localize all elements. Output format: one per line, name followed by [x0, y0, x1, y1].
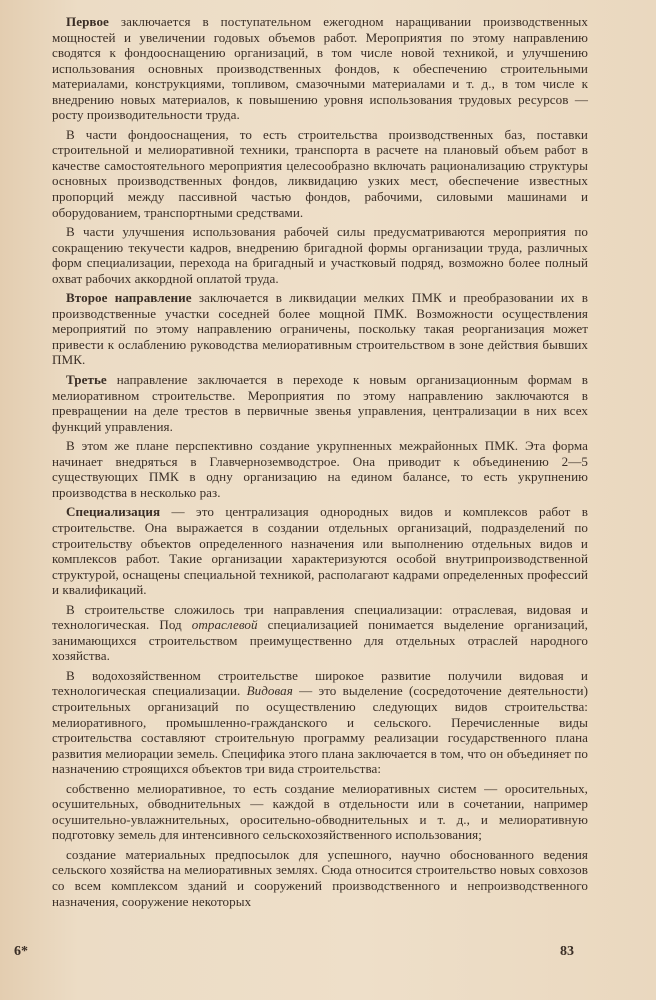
paragraph-text: В водохозяйственном строительстве широкое развитие получили видовая и технологическая специализации. [52, 667, 588, 699]
paragraph-emphasis: Видовая [246, 683, 293, 699]
paragraph-text: направление заключается в переходе к новым организационным формам в мелиоративном строительстве. Мероприятия по этому направлению заключаются в превращении на деле трестов в первичные звенья управления, централизации в них всех функций управления. [52, 372, 588, 434]
paragraph-1 [52, 14, 588, 123]
page-footer [0, 944, 656, 964]
paragraph-text: заключается в ликвидации мелких ПМК и преобразовании их в производственные участки соседней более мощной ПМК. Возможности осуществления мероприятий по этому направлению ограничены, поскольку такая реорганизация может привести к ослаблению руководства мелиоративным строительством в зоне действия бывших ПМК. [52, 290, 588, 368]
paragraph-7 [52, 504, 588, 597]
paragraph-text: заключается в поступательном ежегодном наращивании производственных мощностей и увеличении годовых объемов работ. Мероприятия по этому направлению сводятся к фондооснащению организаций, в том числе новой техникой, и улучшению использования основных производственных фондов, к обеспечению строительными материалами, конструкциями, топливом, смазочными материалами и т. д., в том числе к внедрению новых материалов, к повышению уровня использования трудовых ресурсов — росту производительности труда. [52, 14, 588, 123]
paragraph-emphasis: отраслевой [191, 617, 258, 633]
paragraph-3 [52, 224, 588, 286]
paragraph-text: создание материальных предпосылок для успешного, научно обоснованного ведения сельского хозяйства на мелиоративных землях. Сюда относится строительство новых совхозов со всем комплексом зданий и сооружений производственного и непроизводственного назначения, сооружение некоторых [52, 846, 588, 909]
paragraph-text: — это централизация однородных видов и комплексов работ в строительстве. Она выражается в создании отдельных организаций, подразделений по строительству объектов определенного назначения или выполнению отдельных видов и комплексов работ. Такие организации характеризуются особой внутрипроизводственной структурой, оснащены специальной техникой, располагают кадрами определенных профессий и квалификаций. [52, 504, 588, 598]
paragraph-text-cont: специализацией понимается выделение организаций, занимающихся строительством преимущественно для отдельных отраслей народного хозяйства. [52, 617, 589, 664]
paragraph-lead: Специализация [66, 504, 161, 520]
paragraph-6 [52, 438, 588, 500]
paragraph-2 [52, 127, 588, 220]
paragraph-11 [52, 847, 588, 909]
paragraph-text: В части фондооснащения, то есть строительства производственных баз, поставки строительной и мелиоративной техники, транспорта в расчете на плановый объем работ в качестве самостоятельного мероприятия целесообразно включать рационализацию структуры основных производственных фондов, ликвидацию узких мест, обеспечение известных пропорций между пассивной частью фондов, рабочими, силовыми машинами и оборудованием, транспортными средствами. [52, 126, 588, 220]
paragraph-text: В строительстве сложилось три направления специализации: отраслевая, видовая и технологическая. Под [52, 601, 588, 633]
paragraph-lead: Третье [66, 372, 107, 388]
paragraph-10 [52, 781, 588, 843]
paragraph-8 [52, 602, 588, 664]
signature-mark: 6* [14, 944, 28, 959]
paragraph-lead: Первое [66, 14, 109, 29]
paragraph-text-cont: — это выделение (сосредоточение деятельности) строительных организаций по осуществлению следующих видов строительства: мелиоративного, промышленно-гражданского и сельского. Перечисленные виды строительства составляют строительную программу реализации государственного плана развития мелиорации земель. Специфика этого плана заключается в том, что он объединяет по назначению строящихся объектов три вида строительства: [52, 683, 588, 777]
paragraph-text: собственно мелиоративное, то есть создание мелиоративных систем — оросительных, осушительных, обводнительных — каждой в отдельности или в сочетании, например осушительно-увлажнительных, оросительно-обводнительных и т. д., и мелиоративную подготовку земель для интенсивного сельскохозяйственного использования; [52, 780, 588, 843]
page-number: 83 [560, 944, 574, 959]
paragraph-5 [52, 372, 588, 434]
paragraph-4 [52, 290, 588, 368]
paragraph-lead: Второе направление [66, 290, 192, 306]
paragraph-text: В этом же плане перспективно создание укрупненных межрайонных ПМК. Эта форма начинает внедряться в Главчерноземводстрое. Она приводит к объединению 2—5 существующих ПМК в одну организацию на едином балансе, то есть укрупнению производства в несколько раз. [52, 438, 588, 500]
paragraph-9 [52, 668, 588, 777]
paragraph-text: В части улучшения использования рабочей силы предусматриваются мероприятия по сокращению текучести кадров, внедрению бригадной формы организации труда, различных форм специализации, перехода на бригадный и участковый подряд, возможно более полный охват рабочих аккордной оплатой труда. [52, 224, 588, 286]
